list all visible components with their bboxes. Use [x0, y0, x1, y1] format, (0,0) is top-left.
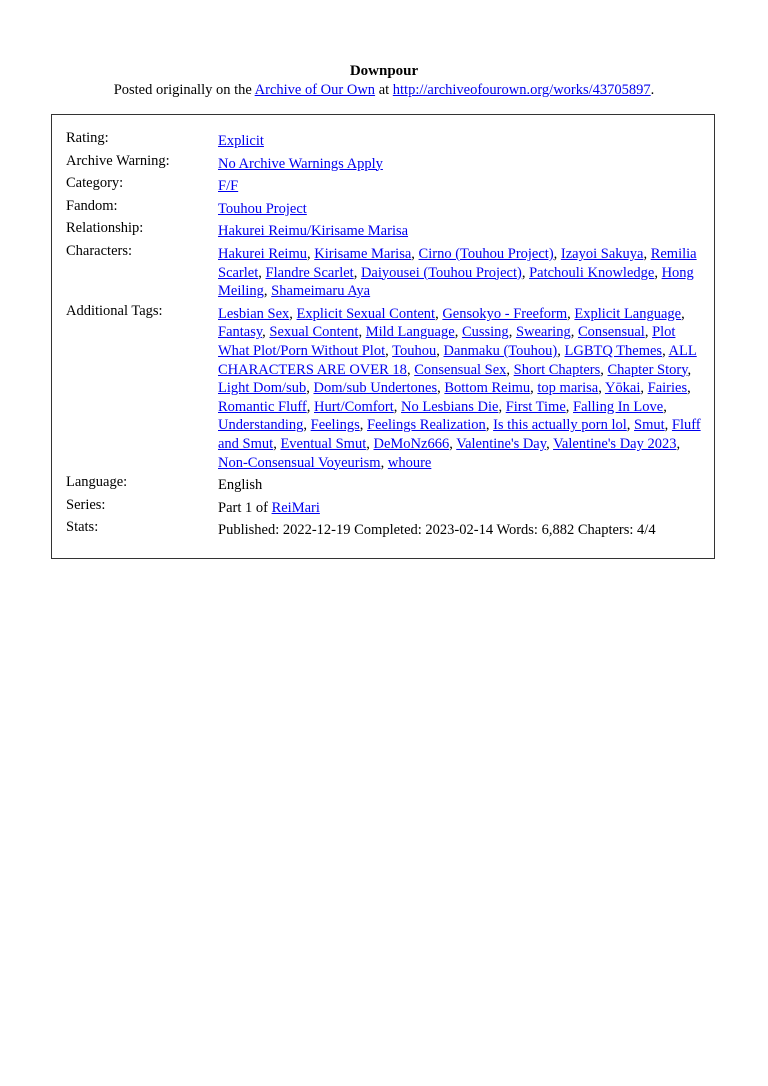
tag-separator: , — [263, 283, 272, 300]
tag-separator: , — [521, 264, 530, 281]
freeform-tag-link[interactable]: Dom/sub Undertones — [313, 380, 438, 397]
warning-value — [218, 152, 702, 175]
tag-separator: , — [454, 324, 462, 341]
freeform-tag-link[interactable]: LGBTQ Themes — [564, 342, 663, 359]
tag-separator: , — [273, 435, 281, 452]
characters-value — [218, 242, 702, 302]
freeform-tag-link[interactable]: Consensual — [577, 324, 645, 341]
freeform-tag-link[interactable]: Romantic Fluff — [218, 398, 307, 415]
freeform-tag-link[interactable]: Non-Consensual Voyeurism — [218, 454, 381, 471]
freeform-tag-link[interactable]: Explicit Language — [574, 305, 682, 322]
rating-tag-list — [218, 133, 264, 149]
language-row — [66, 473, 702, 496]
character-tag-link[interactable]: Cirno (Touhou Project) — [418, 245, 554, 262]
at-text: at — [375, 82, 393, 98]
series-value — [218, 496, 702, 519]
tag-separator: , — [498, 398, 506, 415]
meta-box — [51, 114, 715, 559]
series-link[interactable]: ReiMari — [271, 499, 320, 516]
character-tag-link[interactable]: Hong Meiling — [218, 264, 694, 300]
freeform-tag-link[interactable]: Mild Language — [365, 324, 455, 341]
freeform-tag-link[interactable]: Sexual Content — [269, 324, 359, 341]
tag-separator: , — [449, 435, 457, 452]
freeform-tag-link[interactable]: Smut — [634, 417, 665, 434]
tag-separator: , — [303, 417, 311, 434]
tag-separator: , — [306, 380, 314, 397]
posted-line — [0, 81, 768, 100]
tag-separator: , — [307, 245, 315, 262]
character-tag-link[interactable]: Flandre Scarlet — [265, 264, 354, 281]
tag-separator: , — [600, 361, 608, 378]
freeform-tag-link[interactable]: Lesbian Sex — [218, 305, 290, 322]
freeform-tag-link[interactable]: Consensual Sex — [414, 361, 507, 378]
tag-separator: , — [644, 324, 653, 341]
freeform-tag-link[interactable]: Bottom Reimu — [444, 380, 531, 397]
freeform-tag-link[interactable]: Cussing — [461, 324, 509, 341]
freeform-tag-link[interactable]: DeMoNz666 — [373, 435, 450, 452]
freeform-tag-link[interactable]: Falling In Love — [573, 398, 664, 415]
warning-tag-list — [218, 156, 383, 172]
freeform-tag-link[interactable]: Valentine's Day — [456, 435, 547, 452]
tag-separator: , — [353, 264, 361, 281]
rating-row — [66, 129, 702, 152]
character-tag-link[interactable]: Kirisame Marisa — [314, 245, 412, 262]
work-url-link[interactable]: http://archiveofourown.org/works/43705897 — [392, 82, 651, 98]
freeform-tag-link[interactable]: Feelings Realization — [367, 417, 486, 434]
freeform-tag-link[interactable]: Fairies — [647, 380, 688, 397]
work-title: Downpour — [349, 63, 419, 79]
additional-tags-value — [218, 302, 702, 473]
tag-separator: , — [508, 324, 516, 341]
tag-separator: , — [654, 264, 662, 281]
tag-separator: , — [380, 454, 388, 471]
freeform-tag-link[interactable]: Valentine's Day 2023 — [553, 435, 677, 452]
freeform-tag-link[interactable]: Touhou — [392, 342, 437, 359]
freeform-tag-list — [218, 306, 701, 471]
stats-row — [66, 518, 702, 541]
tag-separator: , — [435, 305, 443, 322]
series-row — [66, 496, 702, 519]
freeform-tag-link[interactable]: Is this actually porn lol — [493, 417, 627, 434]
freeform-tag-link[interactable]: Fluff and Smut — [218, 417, 701, 452]
fandom-tag-list — [218, 201, 307, 217]
character-tag-list — [218, 246, 697, 299]
freeform-tag-link[interactable]: Danmaku (Touhou) — [443, 342, 558, 359]
additional-tags-label: Additional Tags: — [66, 302, 163, 319]
category-row — [66, 174, 702, 197]
tag-separator: , — [567, 305, 575, 322]
rating-value — [218, 129, 702, 152]
character-tag-link[interactable]: Izayoi Sakuya — [560, 245, 644, 262]
tag-separator: , — [366, 435, 374, 452]
character-tag-link[interactable]: Remilia Scarlet — [218, 245, 697, 281]
tag-separator: , — [663, 398, 667, 415]
fandom-value — [218, 197, 702, 220]
tag-separator: , — [485, 417, 494, 434]
freeform-tag-link[interactable]: Chapter Story — [607, 361, 688, 378]
relationship-tag-list — [218, 223, 408, 239]
freeform-tag-link[interactable]: Feelings — [310, 417, 360, 434]
freeform-tag-link[interactable]: top marisa — [537, 380, 599, 397]
warning-label: Archive Warning: — [66, 152, 170, 169]
freeform-tag-link[interactable]: Understanding — [218, 417, 304, 434]
tag-separator: , — [506, 361, 514, 378]
tag-separator: , — [262, 324, 270, 341]
series-label: Series: — [66, 496, 106, 513]
tag-separator: , — [676, 435, 681, 452]
meta-table — [66, 129, 702, 541]
tag-separator: , — [393, 398, 401, 415]
tag-separator: , — [258, 264, 266, 281]
tag-separator: , — [406, 361, 415, 378]
tag-separator: , — [598, 380, 605, 397]
relationship-label: Relationship: — [66, 220, 144, 237]
freeform-tag-link[interactable]: ALL CHARACTERS ARE OVER 18 — [218, 342, 697, 378]
end-period: . — [650, 82, 655, 98]
language-label: Language: — [66, 474, 128, 491]
freeform-tag-link[interactable]: Hurt/Comfort — [314, 398, 394, 415]
fandom-label: Fandom: — [66, 197, 118, 214]
character-tag-link[interactable]: Shameimaru Aya — [271, 283, 371, 300]
characters-row — [66, 242, 702, 302]
relationship-row — [66, 219, 702, 242]
freeform-tag-link[interactable]: First Time — [505, 398, 566, 415]
relationship-value — [218, 219, 702, 242]
tag-separator: , — [565, 398, 573, 415]
tag-separator: , — [553, 245, 561, 262]
tag-separator: , — [570, 324, 578, 341]
tag-separator: , — [557, 342, 565, 359]
work-header — [0, 62, 768, 100]
tag-separator: , — [681, 305, 685, 322]
tag-separator: , — [687, 380, 691, 397]
freeform-tag-link[interactable]: Plot What Plot/Porn Without Plot — [218, 324, 676, 359]
tag-separator: , — [437, 380, 445, 397]
tag-separator: , — [546, 435, 554, 452]
characters-label: Characters: — [66, 242, 133, 259]
freeform-tag-link[interactable]: Yōkai — [604, 380, 641, 397]
category-tag-link[interactable]: F/F — [218, 178, 239, 195]
tag-separator: , — [289, 305, 297, 322]
fandom-tag-link[interactable]: Touhou Project — [218, 200, 307, 217]
tag-separator: , — [643, 245, 651, 262]
character-tag-link[interactable]: Daiyousei (Touhou Project) — [360, 264, 522, 281]
tag-separator: , — [436, 342, 444, 359]
freeform-tag-link[interactable]: Eventual Smut — [280, 435, 367, 452]
relationship-tag-link[interactable]: Hakurei Reimu/Kirisame Marisa — [218, 223, 409, 240]
rating-tag-link[interactable]: Explicit — [218, 133, 264, 149]
freeform-tag-link[interactable]: whoure — [387, 454, 432, 471]
series-prefix: Part 1 of — [218, 499, 272, 516]
tag-separator: , — [640, 380, 648, 397]
tag-separator: , — [385, 342, 393, 359]
freeform-tag-link[interactable]: Short Chapters — [513, 361, 601, 378]
tag-separator: , — [626, 417, 635, 434]
freeform-tag-link[interactable]: Explicit Sexual Content — [296, 305, 436, 322]
stats-label: Stats: — [66, 519, 99, 536]
character-tag-link[interactable]: Patchouli Knowledge — [529, 264, 655, 281]
language-value: English — [218, 477, 263, 494]
posted-prefix: Posted originally on the — [113, 82, 255, 98]
tag-separator: , — [359, 417, 368, 434]
stats-value: Published: 2022-12-19 Completed: 2023-02-14 Words: 6,882 Chapters: 4/4 — [218, 522, 656, 539]
tag-separator: , — [411, 245, 419, 262]
character-tag-link[interactable]: Hakurei Reimu — [218, 245, 307, 262]
freeform-tag-link[interactable]: Light Dom/sub — [218, 380, 307, 397]
freeform-tag-link[interactable]: Gensokyo - Freeform — [442, 305, 568, 322]
additional-tags-row — [66, 302, 702, 473]
tag-separator: , — [358, 324, 366, 341]
tag-separator: , — [306, 398, 314, 415]
warning-row — [66, 152, 702, 175]
category-tag-list — [218, 178, 238, 194]
category-value — [218, 174, 702, 197]
freeform-tag-link[interactable]: Swearing — [515, 324, 571, 341]
fandom-row — [66, 197, 702, 220]
rating-label: Rating: — [66, 130, 109, 146]
archive-link[interactable]: Archive of Our Own — [254, 82, 376, 98]
freeform-tag-link[interactable]: No Lesbians Die — [401, 398, 499, 415]
freeform-tag-link[interactable]: Fantasy — [218, 324, 263, 341]
tag-separator: , — [530, 380, 538, 397]
tag-separator: , — [662, 342, 669, 359]
tag-separator: , — [687, 361, 692, 378]
tag-separator: , — [664, 417, 672, 434]
warning-tag-link[interactable]: No Archive Warnings Apply — [218, 155, 383, 172]
category-label: Category: — [66, 175, 124, 192]
